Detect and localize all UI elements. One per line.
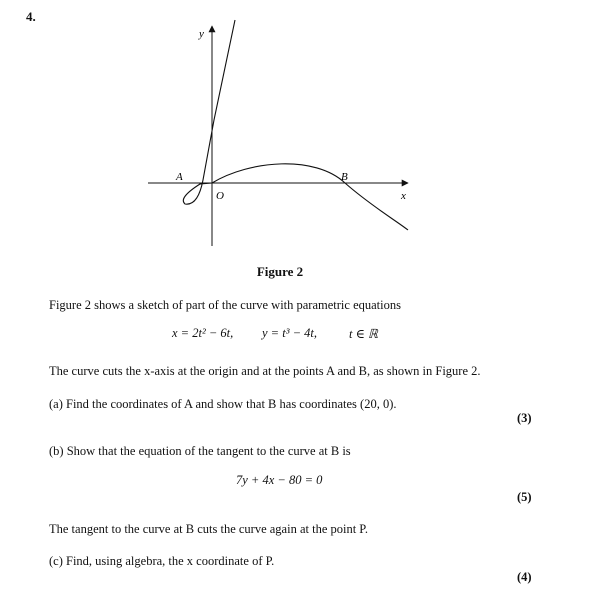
y-equation: y = t³ − 4t, (262, 326, 317, 340)
question-number: 4. (26, 9, 36, 24)
x-axis-label: x (401, 190, 406, 202)
part-b-text: (b) Show that the equation of the tangent to the curve at B is (49, 444, 351, 458)
figure-2-sketch (0, 0, 607, 262)
part-b-marks: (5) (517, 490, 532, 504)
point-a-label: A (176, 171, 183, 183)
tangent-equation: 7y + 4x − 80 = 0 (236, 473, 323, 487)
cut-statement: The curve cuts the x-axis at the origin and at the points A and B, as shown in Figure 2. (49, 364, 481, 378)
part-c-text: (c) Find, using algebra, the x coordinate of P. (49, 554, 275, 568)
point-b-label: B (341, 171, 348, 183)
part-c-marks: (4) (517, 570, 532, 584)
y-axis-label: y (199, 28, 204, 40)
part-a-text: (a) Find the coordinates of A and show that B has coordinates (20, 0). (49, 397, 397, 411)
parameter-domain: t ∈ ℝ (349, 327, 378, 341)
part-a-marks: (3) (517, 411, 532, 425)
intro-text: Figure 2 shows a sketch of part of the curve with parametric equations (49, 298, 401, 312)
tangent-statement: The tangent to the curve at B cuts the curve again at the point P. (49, 522, 369, 536)
origin-label: O (216, 190, 224, 202)
x-equation: x = 2t² − 6t, (172, 326, 234, 340)
figure-caption: Figure 2 (256, 264, 304, 279)
